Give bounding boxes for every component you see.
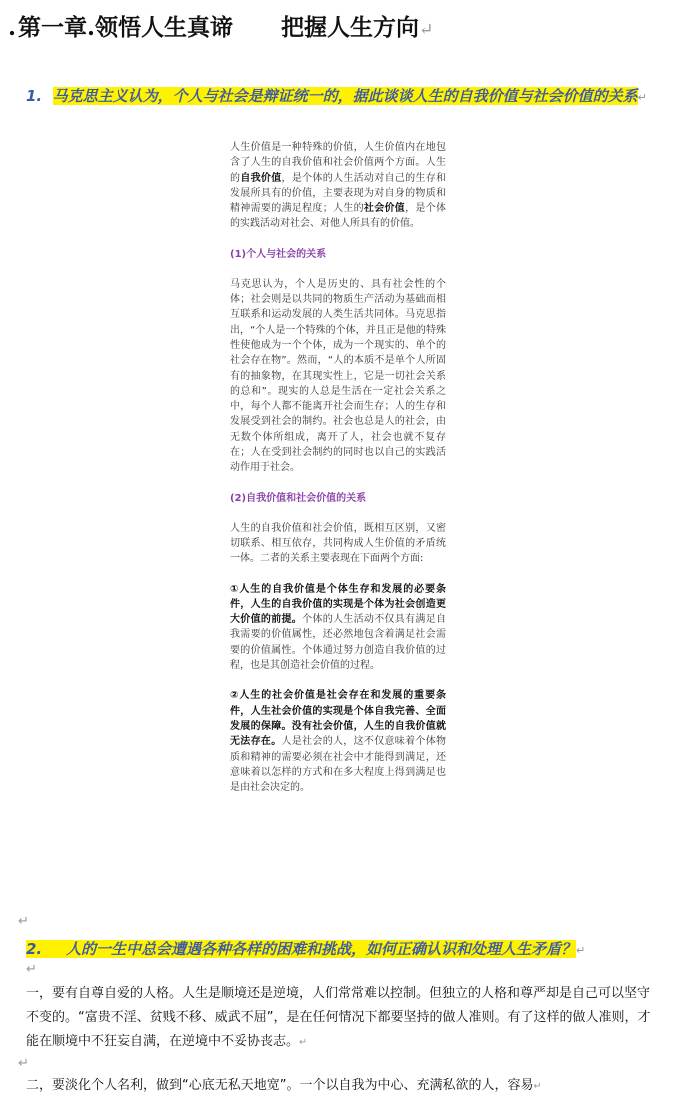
embedded-subheading-2: (2)自我价值和社会价值的关系 — [230, 492, 367, 504]
embedded-paragraph-relationship: 人生的自我价值和社会价值，既相互区别，又密切联系、相互依存，共同构成人生价值的矛盾统一体。二者的关系主要表现在下面两个方面: — [230, 522, 446, 565]
question-2-number: 2. — [26, 940, 43, 958]
paragraph-mark-icon: ↵ — [18, 914, 29, 929]
embedded-paragraph-point-2: ②人生的社会价值是社会存在和发展的重要条件，人生社会价值的实现是个体自我完善、全面发展的保障。没有社会价值，人生的自我价值就无法存在。人是社会的人，这不仅意味着个体物质和精神的需要必须在社会中才能得到满足，还意味着以怎样的方式和在多大程度上得到满足也是由社会决定的。 — [230, 690, 446, 794]
chapter-title: 第一章.领悟人生真谛 — [18, 14, 234, 41]
answer-paragraph-1: 一，要有自尊自爱的人格。人生是顺境还是逆境，人们常常难以控制。但独立的人格和尊严却是自己可以坚守不变的。“富贵不淫、贫贱不移、威武不屈”，是在任何情况下都要坚持的做人准则。有了这样的做人准则，才能在顺境中不狂妄自满，在逆境中不妥协丧志。↵ — [26, 986, 651, 1049]
question-1 — [26, 85, 654, 109]
paragraph-mark-icon: ↵ — [576, 944, 586, 957]
embedded-paragraph-point-1: ①人生的自我价值是个体生存和发展的必要条件，人生的自我价值的实现是个体为社会创造更大价值的前提。个体的人生活动不仅具有满足自我需要的价值属性，还必然地包含着满足社会需要的价值属性。个体通过努力创造自我价值的过程，也是其创造社会价值的过程。 — [230, 583, 447, 672]
embedded-paragraph-individual-society: 马克思认为，个人是历史的、具有社会性的个体；社会则是以共同的物质生产活动为基础而相互联系和运动发展的人类生活共同体。马克思指出，“个人是一个特殊的个体，并且正是他的特殊性使他成为一个个体，成为一个现实的、单个的社会存在物”。然而，“人的本质不是单个人所固有的抽象物，在其现实性上，它是一切社会关系的总和”。现实的人总是生活在一定社会关系之中，每个人都不能离开社会而生存；人的生存和发展受到社会的制约。社会也总是人的社会，由无数个体所组成，离开了人，社会也就不复存在；人在受到社会制约的同时也以自己的实践活动作用于社会。 — [230, 278, 446, 474]
paragraph-mark-icon: ↵ — [637, 91, 648, 104]
document-title — [8, 12, 668, 46]
answer-paragraph-2: 二，要淡化个人名利，做到“心底无私天地宽”。一个以自我为中心、充满私欲的人，容易↵ — [26, 1078, 542, 1093]
embedded-article-image — [220, 140, 456, 912]
heading-bullet: . — [8, 14, 17, 41]
chapter-subtitle: 把握人生方向 — [281, 14, 420, 41]
embedded-subheading-1: (1)个人与社会的关系 — [230, 248, 327, 260]
question-1-number: 1. — [26, 87, 43, 105]
question-1-text: 马克思主义认为，个人与社会是辩证统一的，据此谈谈人生的自我价值与社会价值的关系 — [52, 87, 638, 105]
paragraph-mark-icon: ↵ — [26, 962, 37, 977]
question-2-text: 人的一生中总会遭遇各种各样的困难和挑战，如何正确认识和处理人生矛盾？ — [66, 940, 577, 958]
embedded-paragraph-intro: 人生价值是一种特殊的价值，人生价值内在地包含了人生的自我价值和社会价值两个方面。人生的自我价值，是个体的人生活动对自己的生存和发展所具有的价值，主要表现为对自身的物质和精神需要的满足程度；人生的社会价值，是个体的实践活动对社会、对他人所具有的价值。 — [230, 142, 447, 230]
paragraph-mark-icon: ↵ — [419, 20, 434, 40]
question-2 — [26, 938, 654, 962]
paragraph-mark-icon: ↵ — [18, 1056, 29, 1071]
